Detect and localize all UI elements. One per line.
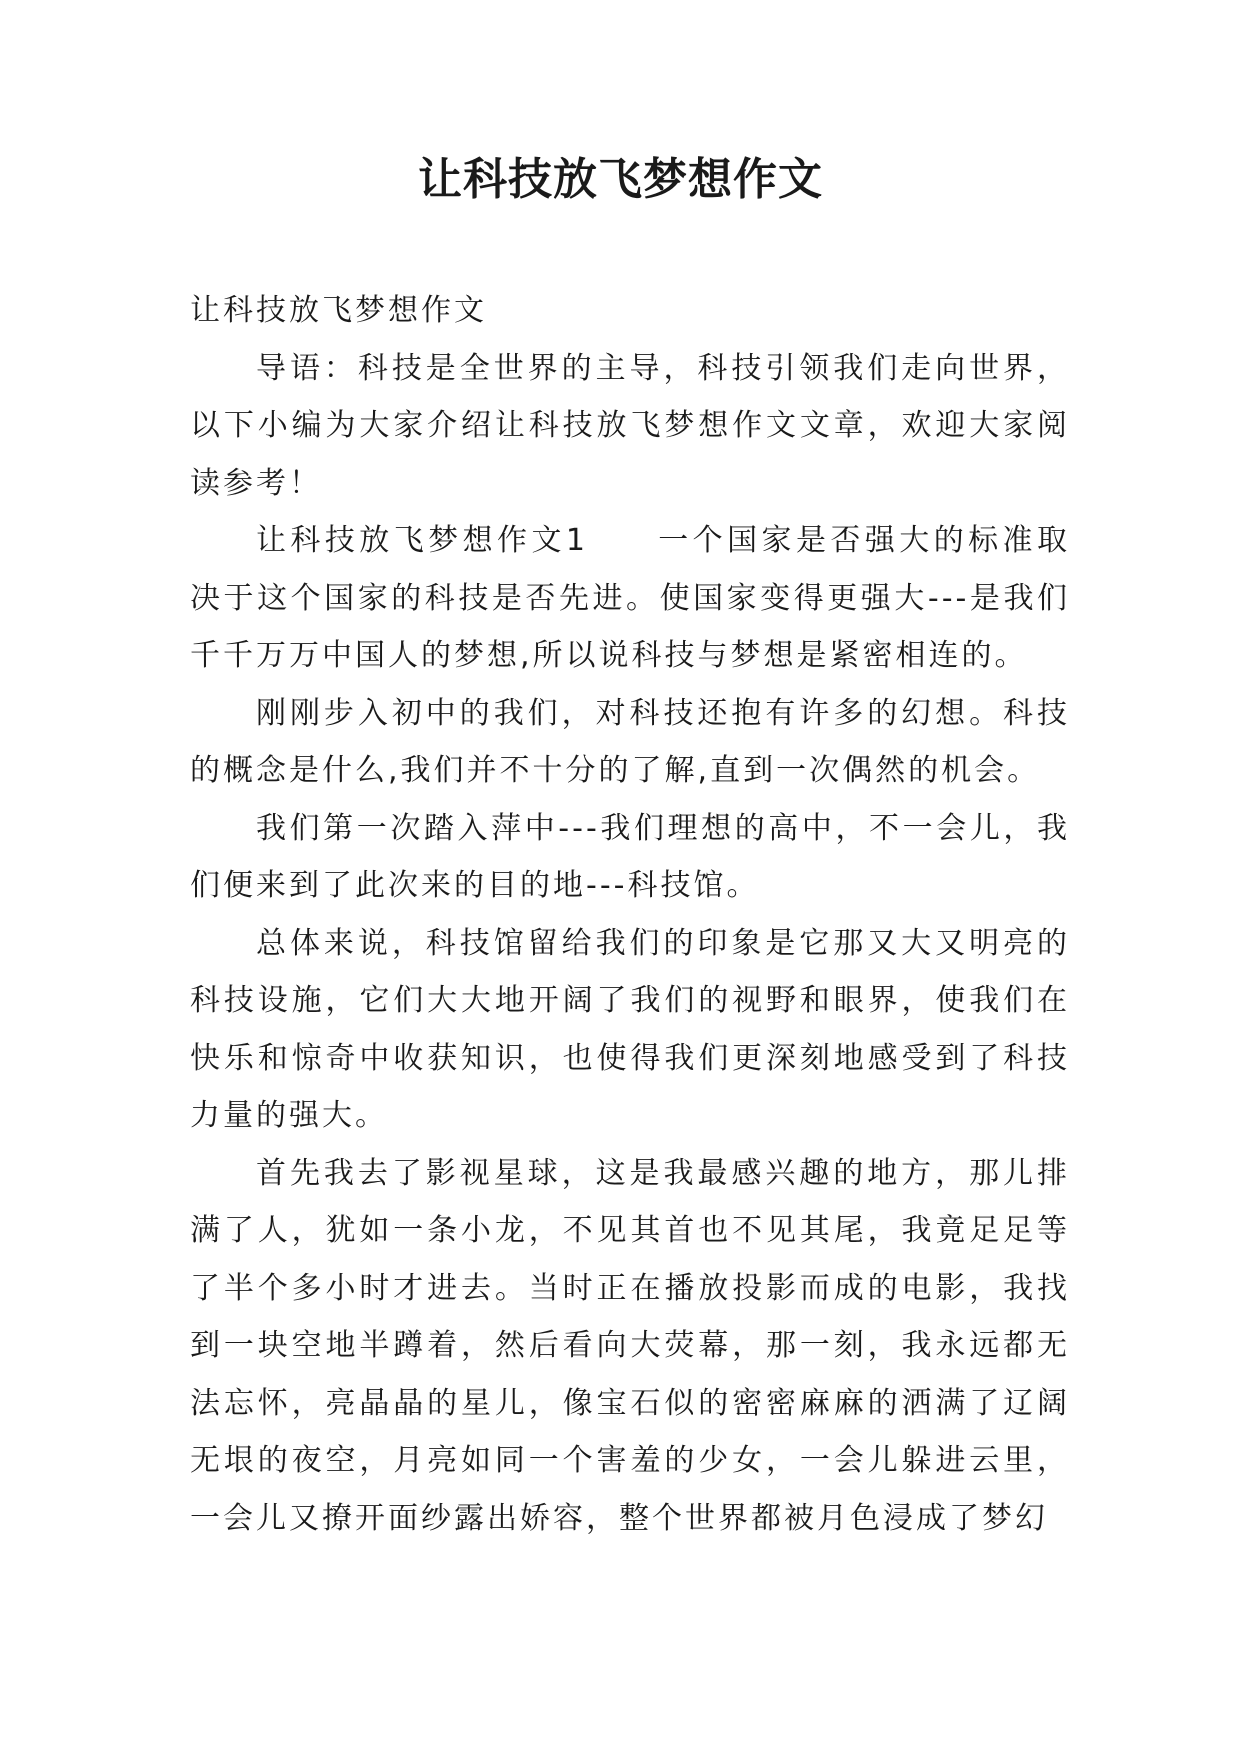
paragraph: 我们第一次踏入萍中---我们理想的高中，不一会儿，我们便来到了此次来的目的地---科技馆。 bbox=[190, 810, 1070, 903]
paragraph-intro: 导语：科技是全世界的主导，科技引领我们走向世界，以下小编为大家介绍让科技放飞梦想作文文章，欢迎大家阅读参考！ bbox=[190, 350, 1070, 501]
document-title: 让科技放飞梦想作文 bbox=[418, 154, 823, 205]
body-heading: 让科技放飞梦想作文 bbox=[190, 293, 487, 328]
paragraph: 总体来说，科技馆留给我们的印象是它那又大又明亮的科技设施，它们大大地开阔了我们的视野和眼界，使我们在快乐和惊奇中收获知识，也使得我们更深刻地感受到了科技力量的强大。 bbox=[190, 925, 1070, 1133]
paragraph: 刚刚步入初中的我们，对科技还抱有许多的幻想。科技的概念是什么,我们并不十分的了解,直到一次偶然的机会。 bbox=[190, 695, 1070, 788]
paragraph: 让科技放飞梦想作文1 一个国家是否强大的标准取决于这个国家的科技是否先进。使国家变得更强大---是我们千千万万中国人的梦想,所以说科技与梦想是紧密相连的。 bbox=[190, 523, 1070, 673]
document-body bbox=[190, 282, 1070, 1547]
paragraph: 首先我去了影视星球，这是我最感兴趣的地方，那儿排满了人，犹如一条小龙，不见其首也不见其尾，我竟足足等了半个多小时才进去。当时正在播放投影而成的电影，我找到一块空地半蹲着，然后看向大荧幕，那一刻，我永远都无法忘怀，亮晶晶的星儿，像宝石似的密密麻麻的洒满了辽阔无垠的夜空，月亮如同一个害羞的少女，一会儿躲进云里，一会儿又撩开面纱露出娇容，整个世界都被月色浸成了梦幻 bbox=[190, 1155, 1070, 1536]
